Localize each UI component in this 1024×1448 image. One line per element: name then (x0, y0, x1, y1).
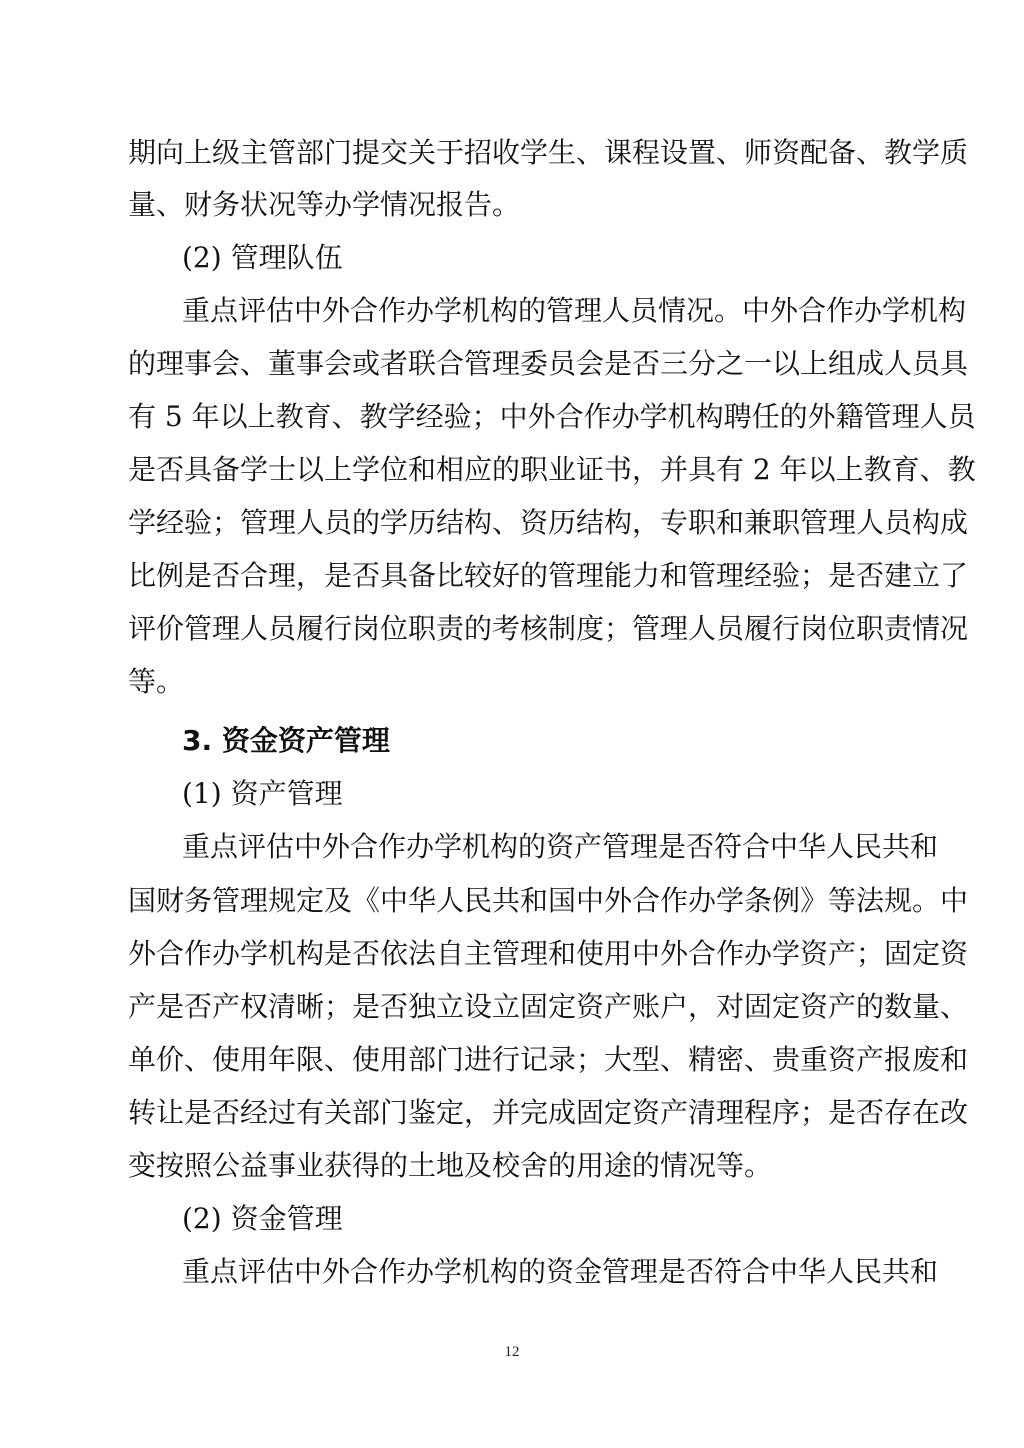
text-line: 转让是否经过有关部门鉴定，并完成固定资产清理程序；是否存在改 (128, 1096, 969, 1129)
text-line: 期向上级主管部门提交关于招收学生、课程设置、师资配备、教学质 (128, 136, 969, 169)
text-line: 量、财务状况等办学情况报告。 (128, 188, 521, 221)
page-number: 12 (504, 1344, 520, 1360)
text-line: 重点评估中外合作办学机构的资金管理是否符合中华人民共和 (182, 1255, 939, 1288)
text-line: 重点评估中外合作办学机构的资产管理是否符合中华人民共和 (182, 830, 939, 863)
text-line: 重点评估中外合作办学机构的管理人员情况。中外合作办学机构 (182, 294, 967, 327)
text-line: 的理事会、董事会或者联合管理委员会是否三分之一以上组成人员具 (128, 347, 969, 380)
text-line: 国财务管理规定及《中华人民共和国中外合作办学条例》等法规。中 (128, 884, 969, 917)
text-line: 评价管理人员履行岗位职责的考核制度；管理人员履行岗位职责情况 (128, 612, 969, 645)
text-line: 变按照公益事业获得的土地及校舍的用途的情况等。 (128, 1149, 773, 1182)
text-line: 有 5 年以上教育、教学经验；中外合作办学机构聘任的外籍管理人员 (128, 400, 976, 433)
section-subheading: (2) 管理队伍 (182, 241, 343, 274)
text-line: 单价、使用年限、使用部门进行记录；大型、精密、贵重资产报废和 (128, 1043, 969, 1076)
text-line: 比例是否合理，是否具备比较好的管理能力和管理经验；是否建立了 (128, 559, 969, 592)
text-line: 是否具备学士以上学位和相应的职业证书，并具有 2 年以上教育、教 (128, 453, 976, 486)
text-line: 外合作办学机构是否依法自主管理和使用中外合作办学资产；固定资 (128, 937, 969, 970)
section-subheading: (2) 资金管理 (182, 1202, 343, 1235)
section-heading: 3. 资金资产管理 (182, 724, 390, 757)
text-line: 产是否产权清晰；是否独立设立固定资产账户，对固定资产的数量、 (128, 990, 969, 1023)
text-line: 学经验；管理人员的学历结构、资历结构，专职和兼职管理人员构成 (128, 506, 969, 539)
text-line: 等。 (128, 665, 185, 698)
section-subheading: (1) 资产管理 (182, 777, 343, 810)
